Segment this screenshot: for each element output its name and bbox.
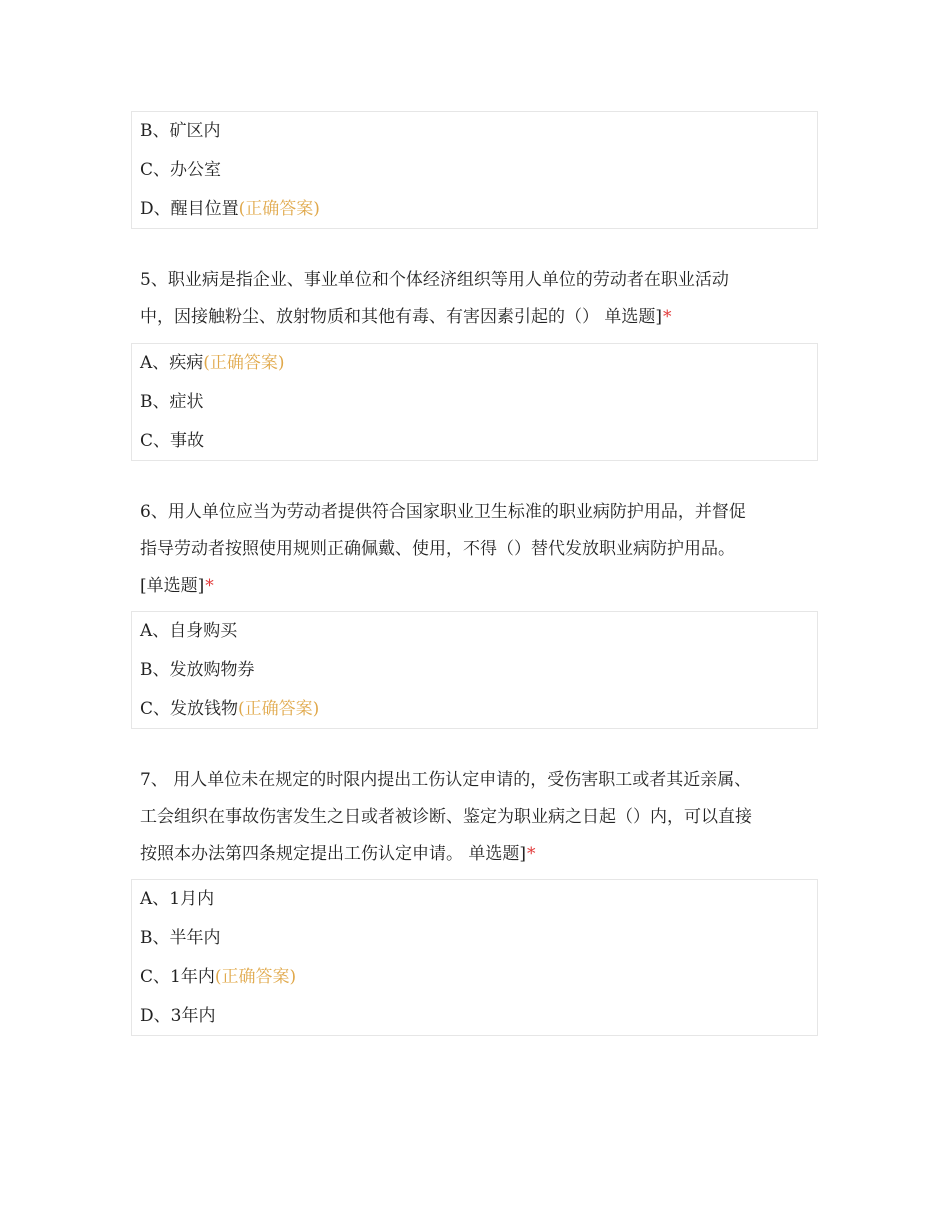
option-q7-a [140, 880, 809, 919]
option-q6-a [140, 612, 809, 651]
required-mark: * [663, 307, 672, 327]
option-label: C、事故 [140, 431, 205, 451]
options-box-q4 [131, 111, 818, 229]
options-box-q7 [131, 879, 818, 1036]
options-box-q5 [131, 343, 818, 461]
required-mark: * [527, 844, 536, 864]
question-line: 工会组织在事故伤害发生之日或者被诊断、鉴定为职业病之日起（）内，可以直接 [140, 807, 752, 827]
option-q4-b [140, 112, 809, 151]
option-q7-b [140, 919, 809, 958]
option-label: C、发放钱物 [140, 699, 239, 719]
option-q7-c [140, 958, 809, 997]
option-label: C、1年内 [140, 967, 215, 987]
question-line: 6、用人单位应当为劳动者提供符合国家职业卫生标准的职业病防护用品，并督促 [140, 502, 746, 522]
question-5-text [140, 262, 820, 336]
option-q5-c [140, 422, 809, 461]
question-line: 指导劳动者按照使用规则正确佩戴、使用，不得（）替代发放职业病防护用品。 [140, 539, 735, 559]
option-q7-d [140, 997, 809, 1036]
option-label: B、发放购物券 [140, 660, 255, 680]
question-line: 7、 用人单位未在规定的时限内提出工伤认定申请的，受伤害职工或者其近亲属、 [140, 770, 752, 790]
required-mark: * [205, 576, 214, 596]
option-label: B、症状 [140, 392, 204, 412]
option-q4-d [140, 190, 809, 229]
option-label: B、半年内 [140, 928, 221, 948]
option-q4-c [140, 151, 809, 190]
option-label: D、醒目位置 [140, 199, 239, 219]
question-line: 按照本办法第四条规定提出工伤认定申请。 单选题]* [140, 844, 536, 864]
question-line: 中，因接触粉尘、放射物质和其他有毒、有害因素引起的（） 单选题]* [140, 307, 672, 327]
correct-answer-tag: (正确答案) [203, 353, 285, 373]
option-label: B、矿区内 [140, 121, 221, 141]
correct-answer-tag: (正确答案) [238, 199, 320, 219]
question-line: 5、职业病是指企业、事业单位和个体经济组织等用人单位的劳动者在职业活动 [140, 270, 729, 290]
options-box-q6 [131, 611, 818, 729]
question-6-text [140, 494, 820, 605]
option-label: A、自身购买 [140, 621, 238, 641]
option-q5-a [140, 344, 809, 383]
correct-answer-tag: (正确答案) [238, 699, 320, 719]
option-q5-b [140, 383, 809, 422]
option-label: A、疾病 [140, 353, 204, 373]
option-q6-c [140, 690, 809, 729]
option-label: D、3年内 [140, 1006, 216, 1026]
question-line: [单选题]* [140, 576, 214, 596]
option-label: C、办公室 [140, 160, 222, 180]
question-7-text [140, 762, 820, 873]
correct-answer-tag: (正确答案) [214, 967, 297, 987]
option-label: A、1月内 [140, 889, 215, 909]
option-q6-b [140, 651, 809, 690]
